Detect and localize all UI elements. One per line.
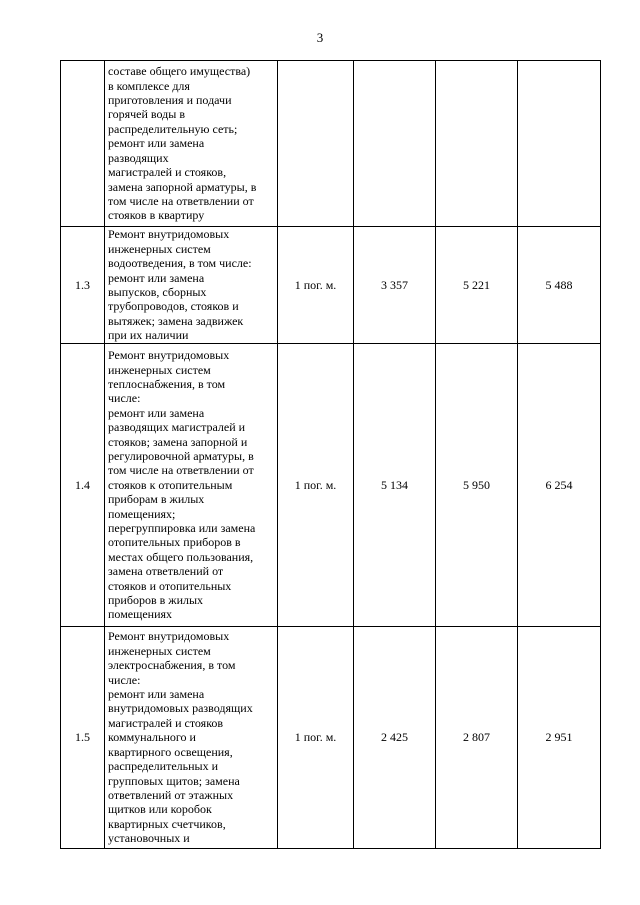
- description-line: стояков в квартиру: [108, 208, 205, 223]
- description-line: помещениях;: [108, 506, 176, 521]
- description-line: квартирного освещения,: [108, 744, 233, 759]
- description-line: приборам в жилых: [108, 492, 205, 507]
- item-number: [61, 61, 105, 227]
- table-row: [61, 344, 601, 627]
- unit-of-measure: [278, 61, 354, 227]
- description-line: магистралей и стояков: [108, 715, 224, 730]
- cost-value-3: 2 951: [518, 627, 601, 849]
- cost-value-2: 5 950: [436, 344, 518, 627]
- cost-value-1: [354, 61, 436, 227]
- description-line: ремонт или замена: [108, 136, 205, 151]
- description-line: внутридомовых разводящих: [108, 701, 253, 716]
- description-line: выпусков, сборных: [108, 285, 207, 299]
- description-line: Ремонт внутридомовых: [108, 629, 230, 644]
- description-line: помещениях: [108, 607, 173, 622]
- page-number: 3: [316, 30, 324, 45]
- description-line: квартирных счетчиков,: [108, 816, 226, 831]
- description-line: Ремонт внутридомовых: [108, 348, 230, 363]
- description-line: распределительную сеть;: [108, 121, 238, 136]
- unit-of-measure: 1 пог. м.: [278, 344, 354, 627]
- description-line: водоотведения, в том числе:: [108, 256, 252, 271]
- description-line: числе:: [108, 672, 141, 687]
- description-line: магистралей и стояков,: [108, 165, 227, 180]
- cost-value-3: [518, 61, 601, 227]
- table-row: [61, 227, 601, 344]
- description-line: теплоснабжения, в том: [108, 376, 226, 391]
- description-line: регулировочной арматуры, в: [108, 448, 254, 463]
- description-line: вытяжек; замена задвижек: [108, 313, 244, 328]
- description-line: трубопроводов, стояков и: [108, 299, 239, 314]
- description-line: стояков и отопительных: [108, 578, 232, 593]
- item-number: 1.3: [61, 227, 105, 344]
- cost-value-2: 5 221: [436, 227, 518, 344]
- work-description: [105, 627, 278, 849]
- description-line: коммунального и: [108, 730, 196, 745]
- item-number: 1.4: [61, 344, 105, 627]
- description-line: том числе на ответвлении от: [108, 193, 254, 208]
- cost-value-1: 5 134: [354, 344, 436, 627]
- description-line: ремонт или замена: [108, 687, 205, 702]
- description-line: при их наличии: [108, 328, 189, 343]
- unit-of-measure: 1 пог. м.: [278, 227, 354, 344]
- description-line: групповых щитов; замена: [108, 773, 240, 788]
- description-line: перегруппировка или замена: [108, 521, 256, 536]
- description-line: отопительных приборов в: [108, 535, 241, 550]
- work-description: [105, 61, 278, 227]
- description-line: местах общего пользования,: [108, 549, 254, 564]
- description-line: инженерных систем: [108, 362, 211, 377]
- description-line: инженерных систем: [108, 241, 211, 256]
- description-line: составе общего имущества): [108, 64, 251, 79]
- description-line: числе:: [108, 391, 141, 406]
- cost-value-1: 2 425: [354, 627, 436, 849]
- description-line: ремонт или замена: [108, 270, 205, 285]
- description-line: стояков к отопительным: [108, 477, 233, 492]
- cost-value-3: 5 488: [518, 227, 601, 344]
- cost-value-2: [436, 61, 518, 227]
- description-line: электроснабжения, в том: [108, 658, 236, 673]
- description-line: том числе на ответвлении от: [108, 463, 254, 478]
- description-line: в комплексе для: [108, 78, 190, 93]
- rates-table: [60, 60, 601, 849]
- description-line: разводящих магистралей и: [108, 420, 246, 435]
- description-line: установочных и: [108, 831, 190, 846]
- description-line: инженерных систем: [108, 643, 211, 658]
- description-line: стояков; замена запорной и: [108, 434, 248, 449]
- table-row: [61, 61, 601, 227]
- item-number: 1.5: [61, 627, 105, 849]
- description-line: распределительных и: [108, 759, 219, 774]
- description-line: разводящих: [108, 150, 169, 165]
- cost-value-1: 3 357: [354, 227, 436, 344]
- work-description: [105, 344, 278, 627]
- description-line: Ремонт внутридомовых: [108, 227, 230, 242]
- work-description: [105, 227, 278, 344]
- description-line: приготовления и подачи: [108, 93, 232, 108]
- cost-value-2: 2 807: [436, 627, 518, 849]
- description-line: ответвлений от этажных: [108, 787, 234, 802]
- description-line: замена ответвлений от: [108, 564, 224, 579]
- description-line: щитков или коробок: [108, 802, 212, 817]
- table-row: [61, 627, 601, 849]
- description-line: приборов в жилых: [108, 593, 204, 608]
- unit-of-measure: 1 пог. м.: [278, 627, 354, 849]
- description-line: замена запорной арматуры, в: [108, 179, 257, 194]
- description-line: горячей воды в: [108, 107, 185, 122]
- cost-value-3: 6 254: [518, 344, 601, 627]
- description-line: ремонт или замена: [108, 405, 205, 420]
